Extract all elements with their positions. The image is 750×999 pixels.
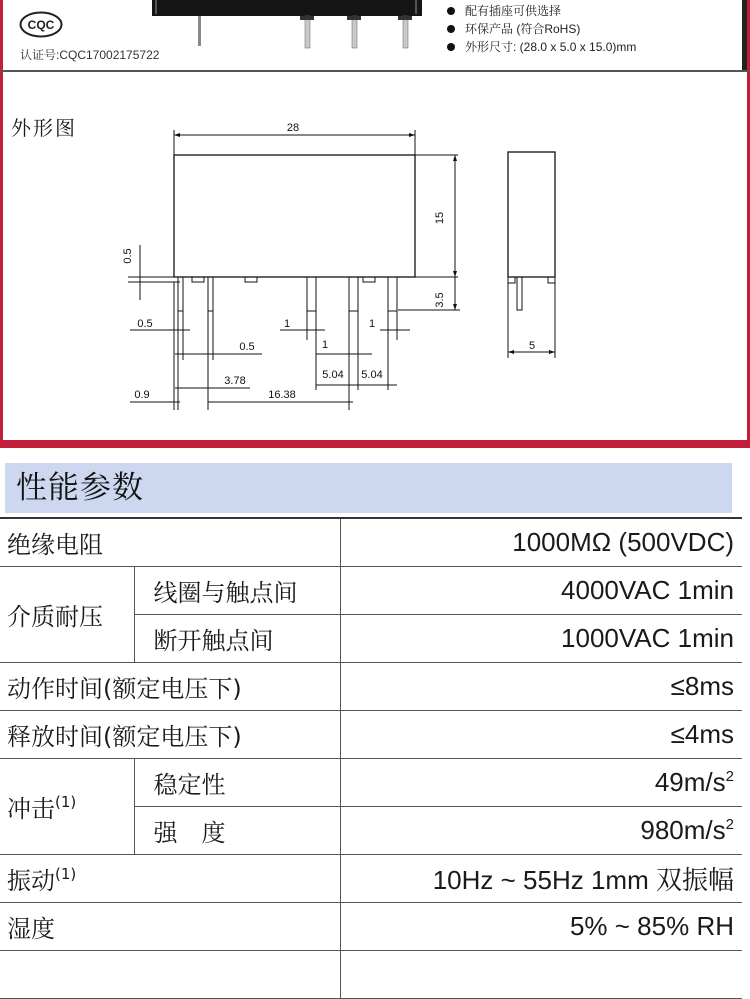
row-label: 湿度 [0,903,340,951]
outline-drawing-title: 外形图 [11,116,77,140]
dim-label: 16.38 [268,389,296,401]
exponent: 2 [725,768,734,785]
dim-label: 0.5 [137,318,153,330]
feature-item [447,38,636,56]
certificate-number: 认证号:CQC17002175722 [20,48,160,62]
row-sublabel: 稳定性 [134,759,340,807]
dim-gap-label: 0.5 [122,248,134,264]
table-row [0,567,742,615]
value-text: 49m/s [654,767,726,797]
relay-photo [150,0,430,50]
dim-label: 5.04 [322,369,344,381]
feature-text: 外形尺寸: (28.0 x 5.0 x 15.0)mm [465,40,637,54]
bullet-icon [447,25,455,33]
dim-label: 5.04 [361,369,383,381]
footnote-mark: (1) [55,865,77,883]
table-row [0,518,742,567]
row-value: ≤4ms [340,711,742,759]
row-label: 绝缘电阻 [0,518,340,567]
value-text: 10Hz ~ 55Hz 1mm [432,865,649,895]
row-value: 4000VAC 1min [340,567,742,615]
table-row [0,951,742,999]
top-divider [0,70,750,72]
label-text: 振动 [7,867,55,895]
label-text: 冲击 [7,795,55,823]
value-text: 980m/s [640,815,726,845]
dim-label: 3.78 [224,375,246,387]
table-row [0,711,742,759]
row-label [0,855,340,903]
row-value: 1000VAC 1min [340,615,742,663]
row-value [340,807,742,855]
dim-label: 0.5 [239,341,255,353]
dim-label: 1 [321,339,329,351]
row-sublabel: 断开触点间 [134,615,340,663]
table-row [0,855,742,903]
feature-text: 环保产品 (符合RoHS) [465,22,581,36]
feature-text: 配有插座可供选择 [465,4,562,18]
row-value: 5% ~ 85% RH [340,903,742,951]
relay-body-front [174,155,415,277]
value-text-cn: 双振幅 [655,866,734,896]
relay-body-side [508,152,555,277]
cqc-logo [19,11,63,38]
bullet-icon [447,7,455,15]
row-label: 介质耐压 [0,567,134,663]
exponent: 2 [725,816,734,833]
outline-drawing [0,110,750,430]
row-value [340,759,742,807]
dim-label: 1 [283,318,291,330]
frame-ink [742,0,747,72]
row-value: ≤8ms [340,663,742,711]
row-label: 动作时间(额定电压下) [0,663,340,711]
row-value: 1000MΩ (500VDC) [340,518,742,567]
feature-item [447,20,636,38]
dim-pin-length-label: 3.5 [434,292,446,308]
cqc-logo-text: CQC [27,18,55,32]
row-value [340,855,742,903]
dim-label: 1 [368,318,376,330]
dimension-labels [122,122,535,401]
row-label [0,951,340,999]
spec-table [0,517,742,999]
feature-item [447,2,636,20]
table-row [0,903,742,951]
row-sublabel: 线圈与触点间 [134,567,340,615]
dim-label: 0.9 [134,389,150,401]
row-label: 释放时间(额定电压下) [0,711,340,759]
bullet-icon [447,43,455,51]
frame-bottom [0,440,750,448]
dim-length-label: 28 [286,122,300,134]
table-row [0,663,742,711]
feature-list [447,2,636,56]
table-row [0,759,742,807]
row-value [340,951,742,999]
dim-width-label: 5 [528,340,536,352]
section-title: 性能参数 [16,470,144,506]
row-sublabel: 强 度 [134,807,340,855]
row-label [0,759,134,855]
footnote-mark: (1) [55,793,77,811]
dim-height-label: 15 [434,211,446,225]
